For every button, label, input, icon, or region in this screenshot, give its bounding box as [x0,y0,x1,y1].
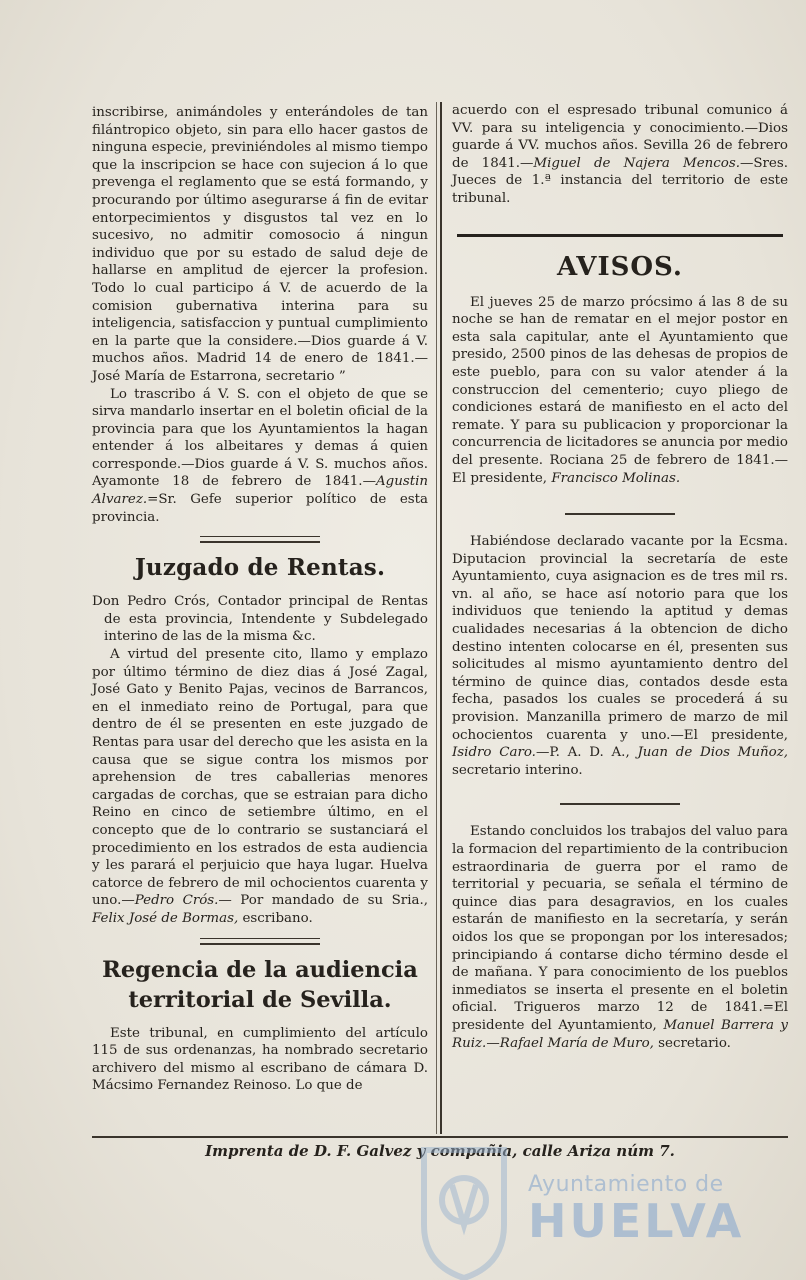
aviso-1-text: El jueves 25 de marzo prócsimo á las 8 de su noche se han de rematar en el mejor postor en esta sala capitular, ante el Ayuntamiento que presido, 2500 pinos de las dehesas de propios de este pueblo, para con su valor atender á la construccion del cementerio; cuyo pliego de condiciones estará de manifiesto en el acto del remate. Y para su publicacion y proporcionar la concurrencia de licitadores se anuncia por medio del presente. Rociana 25 de febrero de 1841.— El presidente, [452,294,788,486]
aviso-2 [452,533,788,779]
aviso-2-tail: secretario interino. [452,762,583,778]
regencia-signature: Miguel de Najera Mencos. [533,155,740,171]
right-column [452,102,788,1052]
avisos-heading: AVISOS. [557,251,683,282]
aviso-3-signature-1: Manuel Barrera y Ruiz. [452,1017,788,1051]
regencia-heading: Regencia de la audiencia territorial de Sevilla. [102,956,418,1013]
aviso-2-text: Habiéndose declarado vacante por la Ecsma. Diputacion provincial la secretaría de este Ayuntamiento, cuya asignacion es de tres mil rs. vn. al año, se hace así notorio para que los individuos que teniendo la aptitud y demas cualidades necesarias á la obtencion de dicho destino intenten colocarse en él, presenten sus solicitudes al mismo ayuntamiento dentro del término de quince dias, contados desde esta fecha, pasados los cuales se procederá á su provision. Manzanilla primero de marzo de mil ochocientos cuarenta y uno.—El presidente, [452,534,788,743]
section-divider [200,536,320,543]
section-divider [200,938,320,945]
juzgado-text: A virtud del presente cito, llamo y emplazo por último término de diez dias á José Zagal, José Gato y Benito Pajas, vecinos de Barrancos, en el inmediato reino de Portugal, para que dentro de él se presenten en este juzgado de Rentas para usar del derecho que les asista en la causa que se sigue contra los mismos por aprehension de tres caballerias menores cargadas de corchas, que se estraian para dicho Reino en cinco de setiembre último, en el concepto que de lo contrario se sustanciará el procedimiento en los estrados de esta audiencia y les parará el perjuicio que haya lugar. Huelva catorce de febrero de mil ochocientos cuarenta y uno.— [92,647,428,909]
juzgado-signature-2: Felix José de Bormas, [92,910,239,926]
regencia-cont-text: acuerdo con el espresado tribunal comunico á VV. para su inteligencia y conocimiento.—Dios guarde á VV. muchos años. Sevilla 26 de febrero de 1841.— [452,103,788,171]
imprint-footer: Imprenta de D. F. Galvez y compañia, calle Ariza núm 7. [205,1142,675,1160]
regencia-tail: —Sres. Jueces de 1.ª instancia del territorio de este tribunal. [452,155,788,206]
aviso-3-mid: — [486,1035,500,1051]
juzgado-heading: Juzgado de Rentas. [134,554,386,582]
regencia-continuation [452,102,788,208]
aviso-3 [452,823,788,1052]
juzgado-signature-1: Pedro Crós. [134,893,219,909]
aviso-1 [452,294,788,488]
aviso-divider [565,513,675,515]
juzgado-tail: escribano. [238,910,313,926]
juzgado-body [92,646,428,928]
transcription-text: Lo trascribo á V. S. con el objeto de que se sirva mandarlo insertar en el boletin oficial de la provincia para que los Ayuntamientos la hagan entender á los albeitares y demas á quien corresponde.—Dios guarde á V. S. muchos años. Ayamonte 18 de febrero de 1841.— [92,386,428,490]
aviso-3-tail: secretario. [653,1035,731,1051]
juzgado-mid: — Por mandado de su Sria., [218,893,428,909]
intro-paragraph: inscribirse, animándoles y enterándoles de tan filántropico objeto, sin para ello hacer gastos de ninguna especie, previniéndoles al mismo tiempo que la inscripcion se hace con sujecion á lo que prevenga el reglamento que se está formando, y procurando por último asegurarse á fin de evitar entorpecimientos y disgustos tal vez en lo sucesivo, no admitir comosocio á ningun individuo que por su estado de salud deje de hallarse en amplitud de ejercer la profesion. Todo lo cual participo á V. de acuerdo de la comision gubernativa interina para su inteligencia, satisfaccion y puntual cumplimiento en la parte que la considere.—Dios guarde á V. muchos años. Madrid 14 de enero de 1841.—José María de Estarrona, secretario ” [92,105,428,384]
aviso-1-signature: Francisco Molinas. [551,470,681,486]
aviso-3-text: Estando concluidos los trabajos del valuo para la formacion del repartimiento de la contribucion estraordinaria de guerra por el ramo de territorial y pecuaria, se señala el término de quince dias para desagravios, en los cuales estarán de manifiesto en la secretaría, y serán oidos los que se propongan por los interesados; principiando á contarse dicho término desde el de mañana. Y para conocimiento de los pueblos inmediatos se inserta el presente en el boletin oficial. Trigueros marzo 12 de 1841.=El presidente del Ayuntamiento, [452,824,788,1033]
transcription-tail: =Sr. Gefe superior político de esta provincia. [92,492,428,525]
aviso-divider [560,803,680,805]
aviso-2-mid: —P. A. D. A., [535,745,638,761]
aviso-2-signature-2: Juan de Dios Muñoz, [637,745,789,761]
juzgado-header: Don Pedro Crós, Contador principal de Rentas de esta provincia, Intendente y Subdelegado interino de las de la misma &c. [92,594,428,645]
section-divider-long [457,234,783,240]
transcription-paragraph [92,386,428,527]
watermark-line-1: Ayuntamiento de [528,1172,724,1197]
left-column [92,104,428,1095]
column-divider-thin [436,102,437,1134]
watermark-line-2: HUELVA [528,1194,745,1248]
aviso-3-signature-2: Rafael María de Muro, [499,1035,654,1051]
aviso-2-signature-1: Isidro Caro. [452,745,536,761]
transcription-signature: Agustin Alvarez. [92,474,428,508]
column-divider [440,102,442,1134]
regencia-body: Este tribunal, en cumplimiento del artículo 115 de sus ordenanzas, ha nombrado secretario archivero del mismo al escribano de cámara D. Mácsimo Fernandez Reinoso. Lo que de [92,1025,428,1094]
